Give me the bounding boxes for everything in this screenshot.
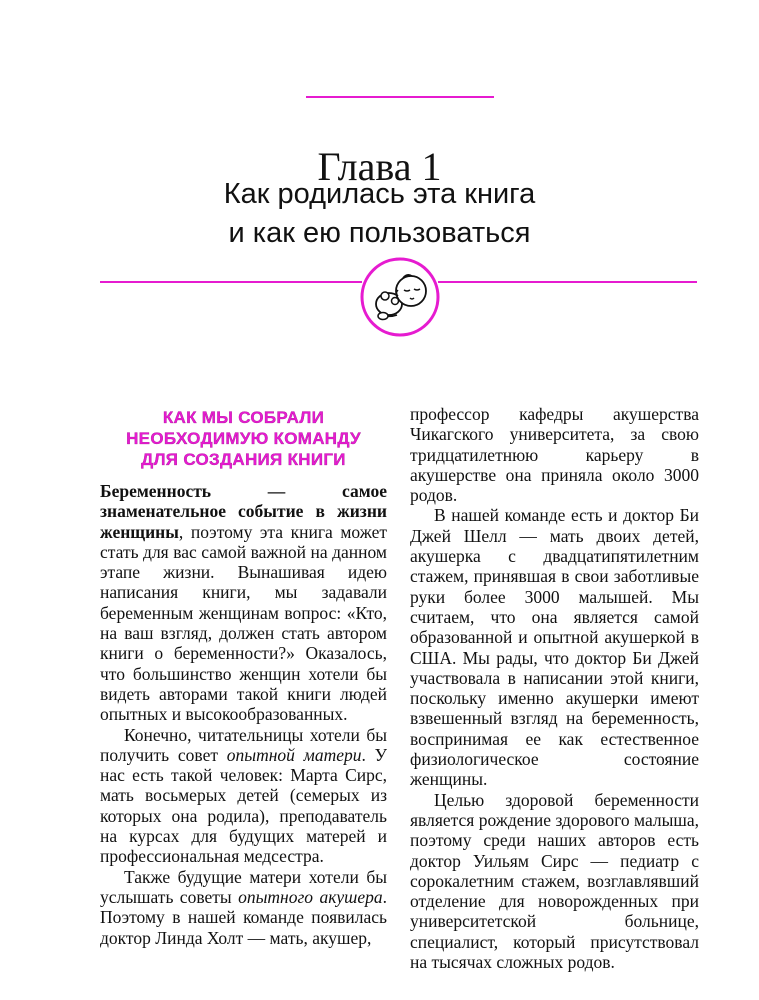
paragraph-text: . Поэтому в нашей команде появилась доктор Линда Холт — мать, акушер, (100, 886, 388, 948)
chapter-title-line-1: Как родилась эта книга (223, 178, 536, 210)
divider-right (438, 281, 697, 283)
emphasis: опытной матери (226, 744, 362, 765)
top-divider (306, 96, 494, 98)
paragraph (100, 867, 387, 948)
section-heading (100, 407, 387, 470)
paragraph-text: Конечно, читательницы хотели бы получить совет (100, 724, 387, 765)
chapter-title (0, 175, 759, 253)
paragraph (100, 725, 387, 867)
paragraph-text: . У нас есть такой человек: Марта Сирс, мать восьмерых детей (семерых из которых она родила), преподаватель на курсах для будущих матерей и профессиональная медсестра. (100, 744, 388, 867)
chapter-number: Глава 1 (317, 143, 442, 189)
paragraph (100, 481, 387, 725)
paragraph-text: Также будущие матери хотели бы услышать советы (100, 866, 387, 907)
baby-icon (359, 256, 441, 338)
left-column (100, 407, 387, 948)
emphasis: опытного акушера (238, 886, 383, 907)
paragraph: профессор кафедры акушерства Чикагского университета, за свою тридцатилетнюю карьеру в акушерстве она приняла около 3000 родов. (410, 404, 699, 506)
paragraph-text: , поэтому эта книга может стать для вас самой важной на данном этапе жизни. Вынашивая идею написания книги, мы задавали беременным женщинам вопрос: «Кто, на ваш взгляд, должен стать автором книги о беременности?» Оказалось, что большинство женщин хотели бы видеть авторами такой книги людей опытных и высокообразованных. (100, 521, 387, 725)
divider-left (100, 281, 362, 283)
section-heading-line: КАК МЫ СОБРАЛИ (162, 408, 325, 427)
section-heading-line: ДЛЯ СОЗДАНИЯ КНИГИ (141, 450, 346, 469)
paragraph: Целью здоровой беременности является рождение здорового малыша, поэтому среди наших авторов есть доктор Уильям Сирс — педиатр с сорокалетним стажем, возглавлявший отделение для новорожденных при университетской больнице, специалист, который присутствовал на тысячах сложных родов. (410, 789, 699, 973)
right-column (410, 404, 699, 972)
section-heading-line: НЕОБХОДИМУЮ КОМАНДУ (126, 429, 361, 448)
chapter-title-line-2: и как ею пользоваться (228, 217, 531, 249)
paragraph: В нашей команде есть и доктор Би Джей Шелл — мать двоих детей, акушерка с двадцатипятилетним стажем, принявшая в свои заботливые руки более 3000 малышей. Мы считаем, что она является самой образованной и опытной акушеркой в США. Мы рады, что доктор Би Джей участвовала в написании этой книги, поскольку именно акушерки имеют взвешенный взгляд на беременность, воспринимая ее как естественное физиологическое состояние женщины. (410, 505, 699, 790)
lead-phrase: Беременность — самое знаменательное событие в жизни женщины (100, 481, 387, 542)
